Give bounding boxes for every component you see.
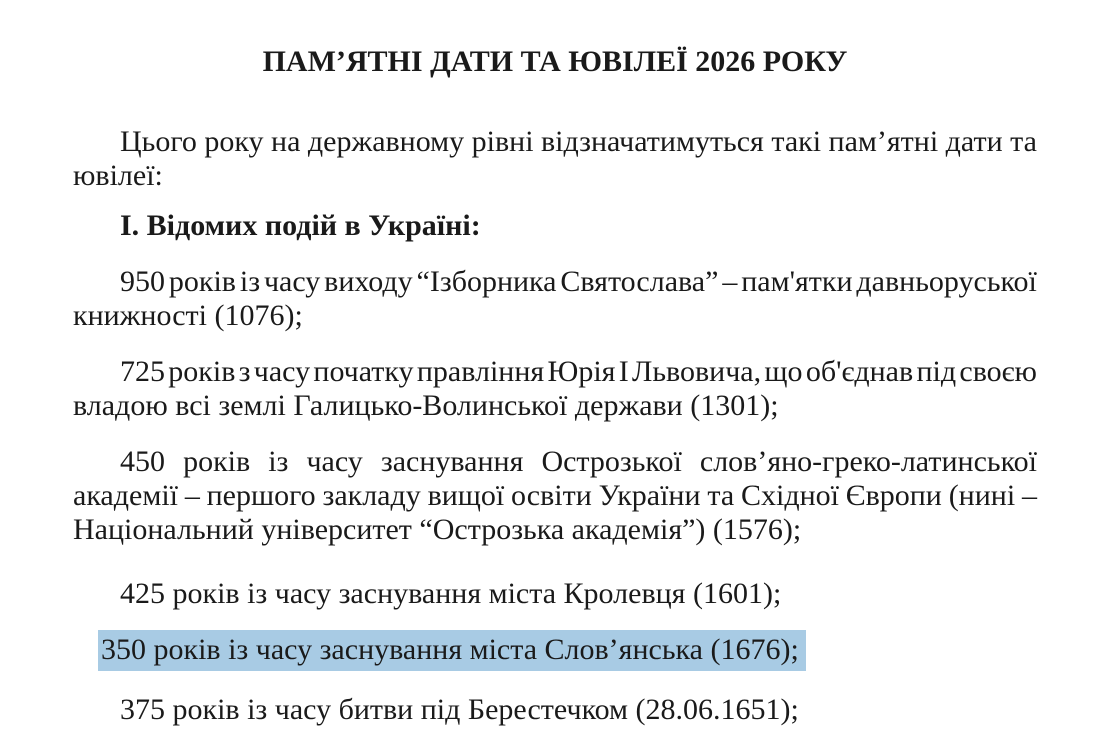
entry-line: 950 років із часу виходу “Ізборника Святослава” – пам'ятки давньоруської (120, 265, 1037, 298)
entry-725-yurii-lvovych (73, 355, 1037, 423)
entry-450-ostroh-academy (73, 445, 1037, 547)
entry-line: 425 років із часу заснування міста Кролевця (1601); (120, 577, 782, 610)
page-title: ПАМ’ЯТНІ ДАТИ ТА ЮВІЛЕЇ 2026 РОКУ (262, 45, 848, 78)
entry-425-krolevets (73, 577, 1037, 611)
section-heading: І. Відомих подій в Україні: (120, 209, 481, 242)
entry-line: 375 років із часу битви під Берестечком (28.06.1651); (120, 693, 799, 726)
entry-line: 725 років з часу початку правління Юрія І Львовича, що об'єднав під своєю (120, 355, 1037, 388)
entry-line: книжності (1076); (73, 299, 303, 332)
entry-line (98, 633, 1037, 667)
entry-line: академії – першого закладу вищої освіти України та Східної Європи (нині – (73, 479, 1037, 512)
entry-350-sloviansk (98, 633, 1037, 667)
text-highlight: 350 років із часу заснування міста Слов’янська (1676); (98, 630, 806, 671)
intro-line-1: Цього року на державному рівні відзначатимуться такі пам’ятні дати та (120, 125, 1037, 158)
entry-line: владою всі землі Галицько-Волинської держави (1301); (73, 389, 779, 422)
entry-375-berestechko (73, 693, 1037, 727)
intro-paragraph (73, 125, 1037, 193)
entry-line: 450 років із часу заснування Острозької слов’яно-греко-латинської (120, 445, 1037, 478)
entry-line: Національний університет “Острозька академія”) (1576); (73, 513, 802, 546)
entry-950-izbornyk (73, 265, 1037, 333)
intro-line-2: ювілеї: (73, 159, 163, 192)
